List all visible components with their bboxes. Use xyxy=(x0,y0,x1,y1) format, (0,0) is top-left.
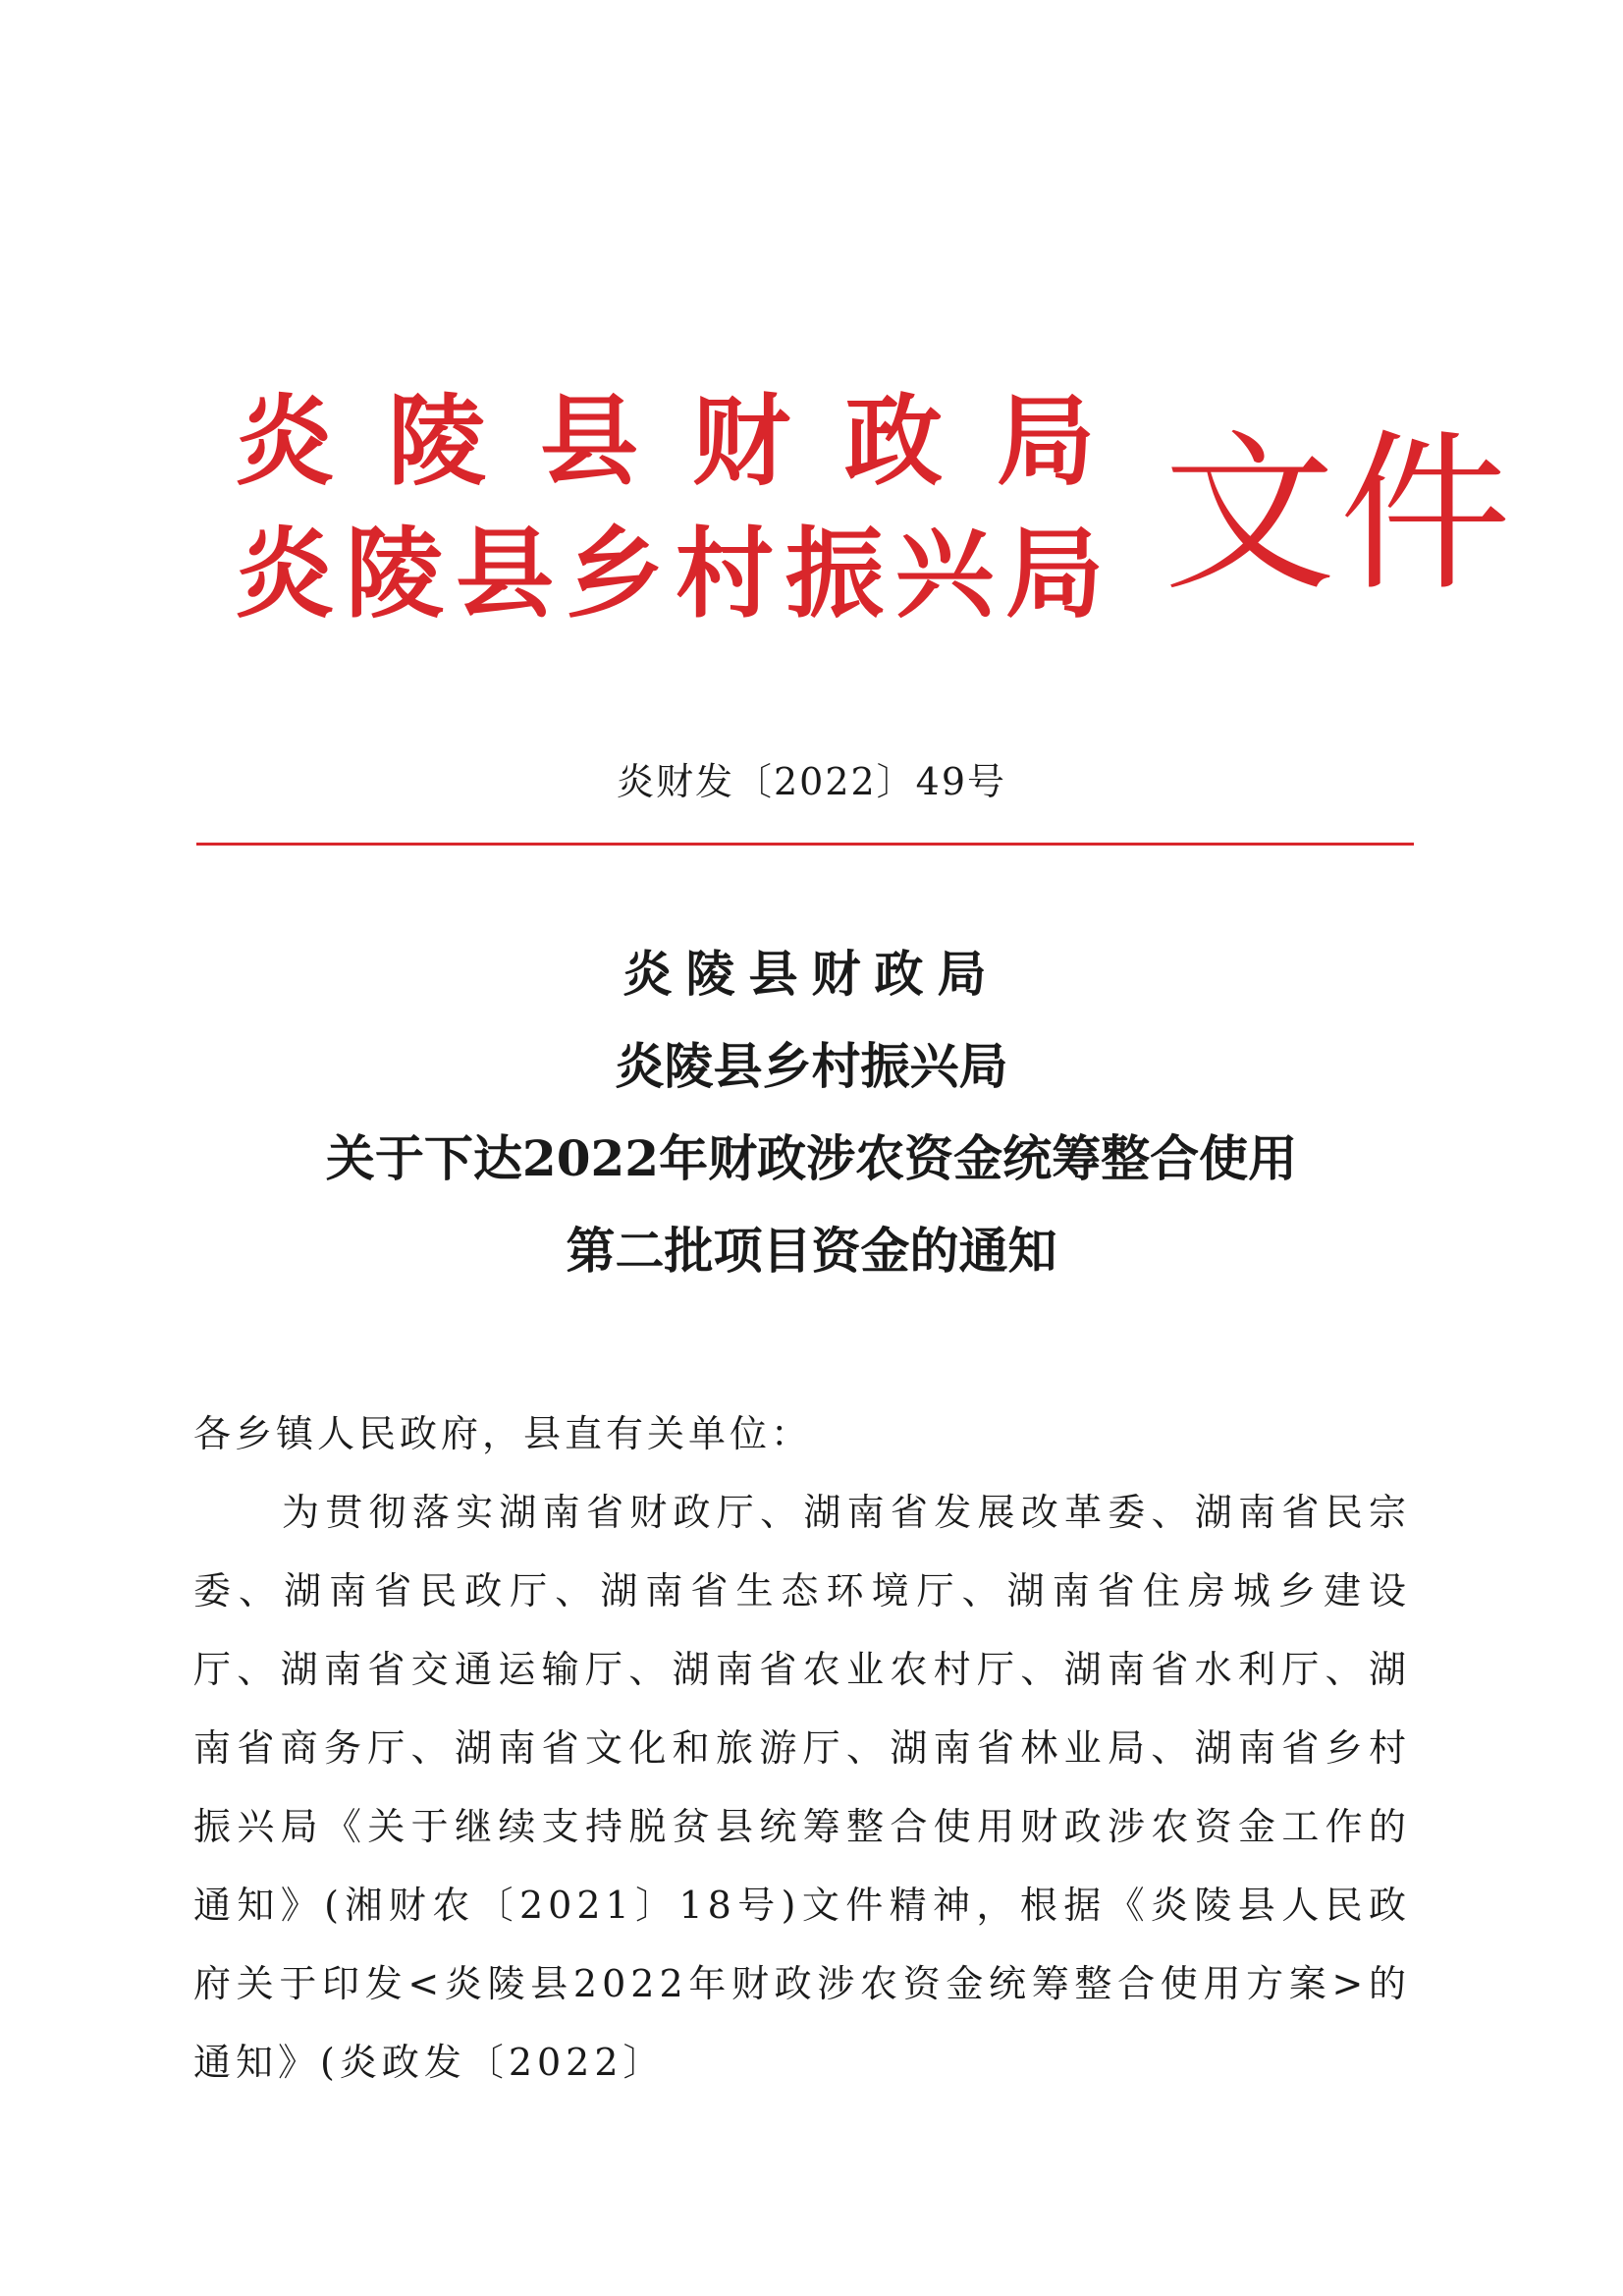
document-header xyxy=(236,384,1515,653)
title-line-1: 炎陵县财政局 xyxy=(622,945,1001,1003)
title-line-2: 炎陵县乡村振兴局 xyxy=(615,1037,1008,1095)
title-line-3: 关于下达2022年财政涉农资金统筹整合使用 xyxy=(325,1129,1298,1187)
document-type-label: 文件 xyxy=(1163,415,1515,615)
title-line-4: 第二批项目资金的通知 xyxy=(566,1222,1057,1280)
salutation: 各乡镇人民政府，县直有关单位： xyxy=(193,1412,813,1455)
document-body xyxy=(193,1394,1411,2102)
body-paragraph: 为贯彻落实湖南省财政厅、湖南省发展改革委、湖南省民宗委、湖南省民政厅、湖南省生态环境厅、湖南省住房城乡建设厅、湖南省交通运输厅、湖南省农业农村厅、湖南省水利厅、湖南省商务厅、湖南省文化和旅游厅、湖南省林业局、湖南省乡村振兴局《关于继续支持脱贫县统筹整合使用财政涉农资金工作的通知》(湘财农〔2021〕18号)文件精神，根据《炎陵县人民政府关于印发<炎陵县2022年财政涉农资金统筹整合使用方案>的通知》(炎政发〔2022〕 xyxy=(193,1491,1411,2084)
issuing-org-finance-bureau: 炎陵县财政局 xyxy=(236,384,1149,499)
document-number: 炎财发〔2022〕49号 xyxy=(616,760,1007,803)
red-separator-line xyxy=(196,843,1414,846)
document-title xyxy=(0,928,1623,1297)
issuing-org-rural-revitalization-bureau: 炎陵县乡村振兴局 xyxy=(236,517,1115,631)
